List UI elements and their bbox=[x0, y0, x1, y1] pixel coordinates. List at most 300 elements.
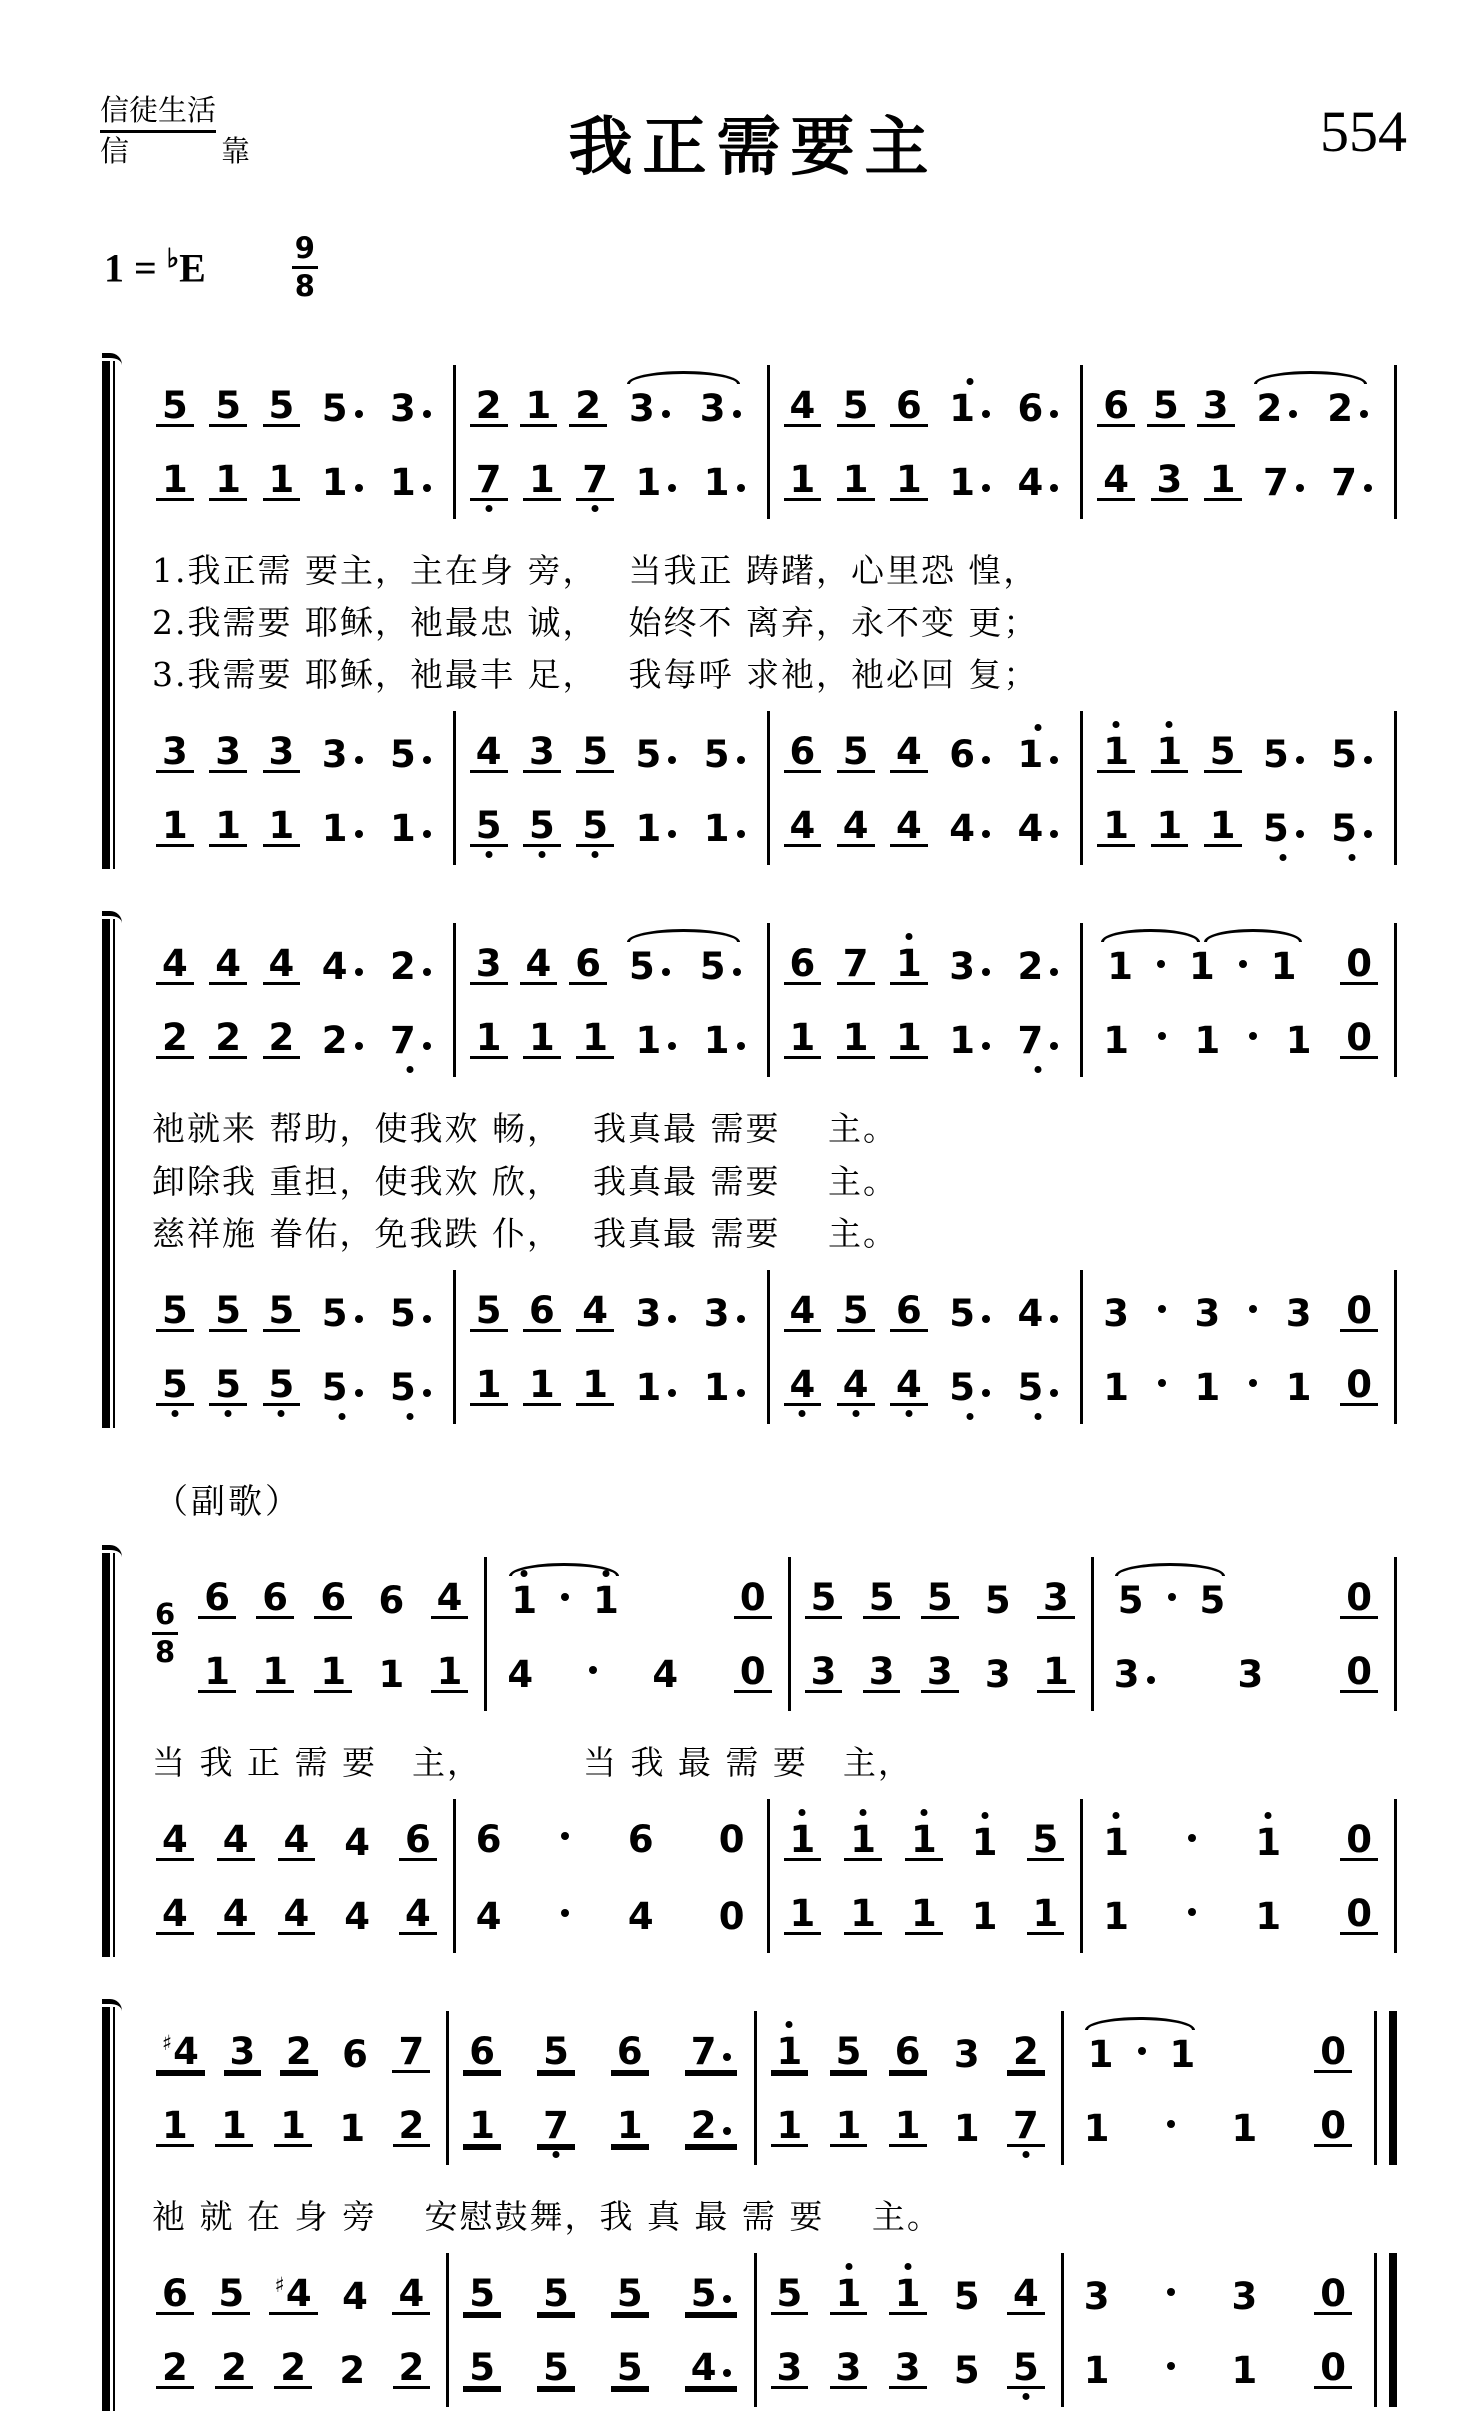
note: 1 bbox=[1189, 945, 1215, 989]
note: 1 bbox=[890, 1019, 928, 1059]
note: 1 bbox=[1103, 1365, 1129, 1409]
duration-dot bbox=[1050, 968, 1058, 976]
note: 5 bbox=[470, 1292, 508, 1332]
note: 4 bbox=[475, 1894, 502, 1938]
note: 1 bbox=[1285, 1019, 1312, 1063]
rest: 0 bbox=[718, 1894, 745, 1938]
duration-dot bbox=[589, 1666, 597, 1674]
note: 5 bbox=[943, 1295, 996, 1332]
voice-row bbox=[1078, 2029, 1352, 2076]
note: 1 bbox=[384, 810, 437, 847]
duration-dot bbox=[1167, 2288, 1175, 2296]
duration-dot bbox=[1158, 1032, 1166, 1040]
note: 1 bbox=[215, 2107, 253, 2147]
note: 4 bbox=[576, 1292, 614, 1332]
measure bbox=[770, 1799, 1084, 1953]
note: 1 bbox=[771, 2107, 809, 2147]
lyric-line: 慈祥施 眷佑，免我跌 仆， 我真最 需要 主。 bbox=[152, 1213, 898, 1253]
note: 7 bbox=[576, 461, 614, 501]
note: 1 bbox=[1231, 2106, 1258, 2150]
rest: 0 bbox=[1340, 1653, 1378, 1693]
octave-dot-above bbox=[920, 1809, 927, 1816]
note: 2 bbox=[156, 2349, 194, 2389]
measure bbox=[757, 2011, 1064, 2165]
rest: 0 bbox=[1314, 2107, 1352, 2147]
tie-arc-group bbox=[1097, 945, 1306, 989]
note: 1 bbox=[156, 807, 194, 847]
note: 5 bbox=[212, 2275, 250, 2315]
duration-dot bbox=[423, 968, 431, 976]
note: 3 bbox=[209, 733, 247, 773]
note: 1 bbox=[263, 807, 301, 847]
note: 1 bbox=[630, 1022, 683, 1059]
note: 1 bbox=[698, 464, 751, 501]
note: 5 bbox=[953, 2349, 980, 2392]
hymn-title: 我正需要主 bbox=[568, 111, 939, 185]
tie-arc-group bbox=[619, 945, 751, 989]
voice-row bbox=[784, 730, 1065, 777]
duration-dot bbox=[1296, 830, 1304, 838]
note: 1 bbox=[1255, 1894, 1282, 1938]
lyrics-block bbox=[152, 545, 1397, 701]
note: 2 bbox=[470, 387, 508, 427]
voice-row bbox=[1108, 1649, 1378, 1696]
note: 6 bbox=[475, 1817, 502, 1861]
rest: 0 bbox=[1314, 2033, 1352, 2073]
note: 1 bbox=[470, 1366, 508, 1406]
voice-row bbox=[1097, 1362, 1378, 1409]
note: 1 bbox=[1083, 2106, 1110, 2150]
note: 1 bbox=[316, 464, 369, 501]
note: 2 bbox=[1012, 948, 1065, 985]
note: 3 bbox=[630, 1295, 683, 1332]
note: 5 bbox=[623, 948, 676, 985]
note: 1 bbox=[698, 1022, 751, 1059]
note: 4 bbox=[263, 945, 301, 985]
note: 3 bbox=[384, 390, 437, 427]
note: 5 bbox=[537, 2033, 575, 2073]
duration-dot bbox=[355, 1389, 363, 1397]
note: 5 bbox=[209, 387, 247, 427]
note: 2 bbox=[316, 1022, 369, 1059]
measure bbox=[152, 923, 456, 1077]
voice-row bbox=[1097, 942, 1378, 989]
note: 5 bbox=[1204, 733, 1242, 773]
chorus-label: （副歌） bbox=[154, 1481, 302, 1522]
voice-row bbox=[1078, 2103, 1352, 2150]
duration-dot bbox=[355, 484, 363, 492]
voice-row bbox=[1097, 1016, 1378, 1063]
note: 1 bbox=[587, 1582, 625, 1619]
octave-dot-below bbox=[966, 1413, 973, 1420]
note: 5 bbox=[537, 2349, 575, 2389]
note: 5 bbox=[1325, 736, 1378, 773]
rest: 0 bbox=[1340, 1895, 1378, 1935]
note: 3 bbox=[921, 1653, 959, 1693]
measure bbox=[1064, 2011, 1368, 2165]
duration-dot bbox=[1147, 1676, 1155, 1684]
octave-dot-below bbox=[407, 1413, 414, 1420]
note: 1 bbox=[1083, 2349, 1110, 2392]
voice-row bbox=[470, 1362, 751, 1409]
flat-icon: ♭ bbox=[166, 243, 180, 273]
note: 5 bbox=[694, 948, 747, 985]
voice-row bbox=[470, 730, 751, 777]
note: 3 bbox=[805, 1653, 843, 1693]
note: 1 bbox=[209, 461, 247, 501]
duration-dot bbox=[1158, 1379, 1166, 1387]
note: 3 bbox=[830, 2349, 868, 2389]
note: 1 bbox=[784, 1019, 822, 1059]
duration-dot bbox=[1239, 960, 1247, 968]
note: 7 bbox=[1012, 1022, 1065, 1059]
note: 3 bbox=[623, 390, 676, 427]
note: 3 bbox=[1108, 1656, 1161, 1693]
measure bbox=[449, 2253, 756, 2407]
note: 1 bbox=[784, 1895, 822, 1935]
note: 7 bbox=[384, 1022, 437, 1059]
note: 1 bbox=[1204, 461, 1242, 501]
system-bracket bbox=[102, 361, 121, 869]
note: 3 bbox=[1194, 1291, 1221, 1335]
voice-row bbox=[198, 1649, 468, 1696]
note: 5 bbox=[316, 1369, 369, 1406]
duration-dot bbox=[423, 1389, 431, 1397]
voice-row bbox=[1078, 2272, 1352, 2318]
duration-dot bbox=[1050, 756, 1058, 764]
voice-row bbox=[1097, 1891, 1378, 1938]
note: 1 bbox=[1194, 1365, 1221, 1409]
voice-row bbox=[156, 804, 437, 851]
final-barline bbox=[1374, 2253, 1397, 2407]
note: 3 bbox=[523, 733, 561, 773]
duration-dot bbox=[1050, 1315, 1058, 1323]
note: 1 bbox=[256, 1653, 294, 1693]
octave-dot-below bbox=[278, 1410, 285, 1417]
note: 3 bbox=[863, 1653, 901, 1693]
time-signature: 9 8 bbox=[292, 234, 318, 301]
note: 5 bbox=[316, 390, 369, 427]
key-signature-row bbox=[104, 231, 1407, 303]
note: 6 bbox=[378, 1578, 405, 1622]
note: 1 bbox=[1087, 2032, 1114, 2076]
note: 3 bbox=[263, 733, 301, 773]
voice-row bbox=[156, 1817, 437, 1864]
note: 4 bbox=[217, 1895, 255, 1935]
tie-arc-group bbox=[1247, 387, 1379, 430]
note: 1 bbox=[520, 387, 558, 427]
note: 7 bbox=[685, 2033, 738, 2073]
note: 5 bbox=[863, 1579, 901, 1619]
note: 2 bbox=[685, 2107, 738, 2147]
note: 1 bbox=[316, 810, 369, 847]
tie-arc-group bbox=[501, 1578, 629, 1622]
octave-dot-above bbox=[1113, 721, 1120, 728]
note: 6 bbox=[1012, 390, 1065, 427]
duration-dot bbox=[423, 756, 431, 764]
music-system-verse-a bbox=[152, 365, 1397, 865]
octave-dot-above bbox=[1265, 1812, 1272, 1819]
voice-row bbox=[501, 1575, 771, 1622]
music-system-chorus-a bbox=[152, 1557, 1397, 1953]
voice-row bbox=[784, 1288, 1065, 1335]
note: 2 bbox=[156, 1019, 194, 1059]
note: 1 bbox=[523, 461, 561, 501]
duration-dot bbox=[1050, 1042, 1058, 1050]
note: 3 bbox=[694, 390, 747, 427]
octave-dot-below bbox=[485, 505, 492, 512]
duration-dot bbox=[982, 1315, 990, 1323]
duration-dot bbox=[1360, 410, 1368, 418]
voice-row bbox=[1097, 1817, 1378, 1864]
measure bbox=[449, 2011, 756, 2165]
note: 5 bbox=[698, 736, 751, 773]
note: 4 bbox=[627, 1894, 654, 1938]
measure bbox=[152, 1799, 456, 1953]
category-bottom-label: 信 靠 bbox=[100, 134, 250, 169]
voice-row bbox=[156, 1362, 437, 1409]
note: 1 bbox=[630, 464, 683, 501]
duration-dot bbox=[561, 1832, 569, 1840]
note: 1 bbox=[905, 1821, 943, 1861]
octave-dot-above bbox=[966, 378, 973, 385]
note: 5 bbox=[1117, 1578, 1144, 1622]
note: 4 bbox=[1097, 461, 1135, 501]
note: 1 bbox=[698, 1369, 751, 1406]
staff-pair bbox=[152, 1799, 1397, 1953]
octave-dot-above bbox=[845, 2263, 852, 2270]
page-header bbox=[100, 92, 1407, 188]
duration-dot bbox=[1158, 1305, 1166, 1313]
voice-row bbox=[784, 1362, 1065, 1409]
note: 1 bbox=[771, 2033, 809, 2073]
voice-row bbox=[156, 2103, 430, 2150]
duration-dot bbox=[1364, 484, 1372, 492]
note: 2 bbox=[393, 2349, 431, 2389]
voice-row bbox=[156, 1016, 437, 1063]
octave-dot-below bbox=[1022, 2151, 1029, 2158]
note: 5 bbox=[837, 733, 875, 773]
measure bbox=[770, 365, 1084, 519]
octave-dot-below bbox=[592, 505, 599, 512]
note: 5 bbox=[156, 1292, 194, 1332]
note: 1 bbox=[943, 464, 996, 501]
note: 6 bbox=[342, 2032, 368, 2076]
note: 5 bbox=[537, 2275, 575, 2315]
octave-dot-below bbox=[171, 1410, 178, 1417]
octave-dot-above bbox=[905, 933, 912, 940]
note: 1 bbox=[889, 2275, 927, 2315]
note: 6 bbox=[889, 2033, 927, 2073]
note: 2 bbox=[280, 2033, 318, 2073]
voice-row bbox=[805, 1649, 1075, 1696]
note: 1 bbox=[156, 2107, 194, 2147]
octave-dot-below bbox=[592, 851, 599, 858]
note: 1 bbox=[837, 1019, 875, 1059]
note: 3 bbox=[1231, 2275, 1258, 2318]
duration-dot bbox=[982, 830, 990, 838]
note: 1 bbox=[1097, 733, 1135, 773]
duration-dot bbox=[737, 756, 745, 764]
note: 4 bbox=[1012, 810, 1065, 847]
measure bbox=[456, 1799, 770, 1953]
duration-dot bbox=[723, 2053, 731, 2061]
note: 5 bbox=[1325, 810, 1378, 847]
staff-pair bbox=[152, 365, 1397, 519]
voice-row bbox=[470, 1016, 751, 1063]
duration-dot bbox=[1138, 2047, 1146, 2055]
rest: 0 bbox=[1340, 945, 1378, 985]
note: 1 bbox=[1270, 945, 1297, 989]
octave-dot-above bbox=[1166, 721, 1173, 728]
rest: 0 bbox=[1314, 2349, 1352, 2389]
note: 4 bbox=[156, 1895, 194, 1935]
note: 4 bbox=[837, 807, 875, 847]
note: 1 bbox=[378, 1652, 405, 1696]
octave-dot-above bbox=[981, 1812, 988, 1819]
note: 4 bbox=[890, 733, 928, 773]
voice-row bbox=[156, 458, 437, 504]
duration-dot bbox=[982, 756, 990, 764]
voice-row bbox=[784, 384, 1065, 430]
note: 1 bbox=[505, 1582, 543, 1619]
octave-dot-below bbox=[407, 1066, 414, 1073]
lyric-line: 2.我需要 耶稣，祂最忠 诚， 始终不 离弃，永不变 更； bbox=[152, 603, 1039, 643]
note: 5 bbox=[837, 1292, 875, 1332]
note: 1 bbox=[943, 1022, 996, 1059]
lyric-line: 3.我需要 耶稣，祂最丰 足， 我每呼 求祂，祂必回 复； bbox=[152, 655, 1039, 695]
duration-dot bbox=[1289, 410, 1297, 418]
measure bbox=[456, 365, 770, 519]
voice-row bbox=[198, 1575, 468, 1622]
note: 5 bbox=[611, 2349, 649, 2389]
note: 1 bbox=[1151, 807, 1189, 847]
note: 5 bbox=[263, 387, 301, 427]
measure bbox=[1064, 2253, 1368, 2407]
duration-dot bbox=[1364, 756, 1372, 764]
note: 1 bbox=[576, 1019, 614, 1059]
note: 2 bbox=[1251, 390, 1304, 427]
note: 5 bbox=[384, 1369, 437, 1406]
rest: 0 bbox=[734, 1579, 772, 1619]
note: 5 bbox=[611, 2275, 649, 2315]
note: 1 bbox=[198, 1653, 236, 1693]
note: 1 bbox=[1151, 733, 1189, 773]
note: 4 bbox=[685, 2349, 738, 2389]
voice-row bbox=[784, 804, 1065, 851]
note: 1 bbox=[830, 2107, 868, 2147]
note: 2 bbox=[384, 948, 437, 985]
note: 5 bbox=[463, 2275, 501, 2315]
measure bbox=[770, 923, 1084, 1077]
duration-dot bbox=[1364, 830, 1372, 838]
octave-dot-below bbox=[1034, 1413, 1041, 1420]
note: 3 bbox=[889, 2349, 927, 2389]
duration-dot bbox=[1249, 1379, 1257, 1387]
note: 6 bbox=[1097, 387, 1135, 427]
duration-dot bbox=[1188, 1834, 1196, 1842]
duration-dot bbox=[723, 2369, 731, 2377]
duration-dot bbox=[1249, 1305, 1257, 1313]
note: 5 bbox=[156, 1366, 194, 1406]
note: 1 bbox=[844, 1821, 882, 1861]
note: 1 bbox=[1249, 1824, 1287, 1861]
note: 6 bbox=[784, 733, 822, 773]
voice-row bbox=[156, 730, 437, 777]
note: 1 bbox=[784, 1821, 822, 1861]
octave-dot-below bbox=[552, 2151, 559, 2158]
note: 4 bbox=[344, 1894, 370, 1938]
duration-dot bbox=[982, 410, 990, 418]
tie-arc-group bbox=[1108, 1578, 1236, 1622]
duration-dot bbox=[662, 410, 670, 418]
note: 3 bbox=[771, 2349, 809, 2389]
note: 1 bbox=[630, 810, 683, 847]
note: 1 bbox=[470, 1019, 508, 1059]
sharp-icon: ♯ bbox=[162, 2030, 173, 2055]
note: 5 bbox=[771, 2275, 809, 2315]
note: 1 bbox=[263, 461, 301, 501]
duration-dot bbox=[668, 1042, 676, 1050]
measure bbox=[152, 2253, 449, 2407]
note: 5 bbox=[953, 2275, 980, 2318]
measure bbox=[1083, 1799, 1397, 1953]
note: 1 bbox=[630, 1369, 683, 1406]
voice-row bbox=[784, 942, 1065, 989]
note: 4 bbox=[470, 733, 508, 773]
duration-dot bbox=[1050, 410, 1058, 418]
note: 1 bbox=[1027, 1895, 1065, 1935]
note: 1 bbox=[1103, 1019, 1129, 1063]
voice-row bbox=[1097, 804, 1378, 851]
rest: 0 bbox=[1340, 1579, 1378, 1619]
system-bracket bbox=[102, 2007, 121, 2411]
duration-dot bbox=[1249, 1032, 1257, 1040]
voice-row bbox=[501, 1649, 771, 1696]
note: 4 bbox=[784, 1292, 822, 1332]
duration-dot bbox=[733, 968, 741, 976]
note: 4 bbox=[943, 810, 996, 847]
measure bbox=[184, 1557, 487, 1711]
note: 2 bbox=[263, 1019, 301, 1059]
duration-dot bbox=[737, 1315, 745, 1323]
note: 5 bbox=[830, 2033, 868, 2073]
note: 4 bbox=[156, 945, 194, 985]
note: 7 bbox=[1007, 2107, 1045, 2147]
note: 3 bbox=[224, 2033, 262, 2073]
rest: 0 bbox=[1340, 1019, 1378, 1059]
note: 1 bbox=[905, 1895, 943, 1935]
duration-dot bbox=[355, 756, 363, 764]
lyrics-block bbox=[152, 2191, 1397, 2243]
duration-dot bbox=[355, 410, 363, 418]
measure bbox=[1094, 1557, 1397, 1711]
note: 1 bbox=[830, 2275, 868, 2315]
note: 5 bbox=[463, 2349, 501, 2389]
note: 5 bbox=[1007, 2349, 1045, 2389]
octave-dot-above bbox=[1034, 724, 1041, 731]
note: 7 bbox=[392, 2033, 430, 2073]
voice-row bbox=[771, 2346, 1045, 2392]
note: 5 bbox=[576, 807, 614, 847]
note: 1 bbox=[698, 810, 751, 847]
note: 5 bbox=[576, 733, 614, 773]
octave-dot-above bbox=[904, 2263, 911, 2270]
voice-row bbox=[470, 458, 751, 504]
note: 6 bbox=[256, 1579, 294, 1619]
duration-dot bbox=[1167, 2120, 1175, 2128]
note: 2 bbox=[1007, 2033, 1045, 2073]
